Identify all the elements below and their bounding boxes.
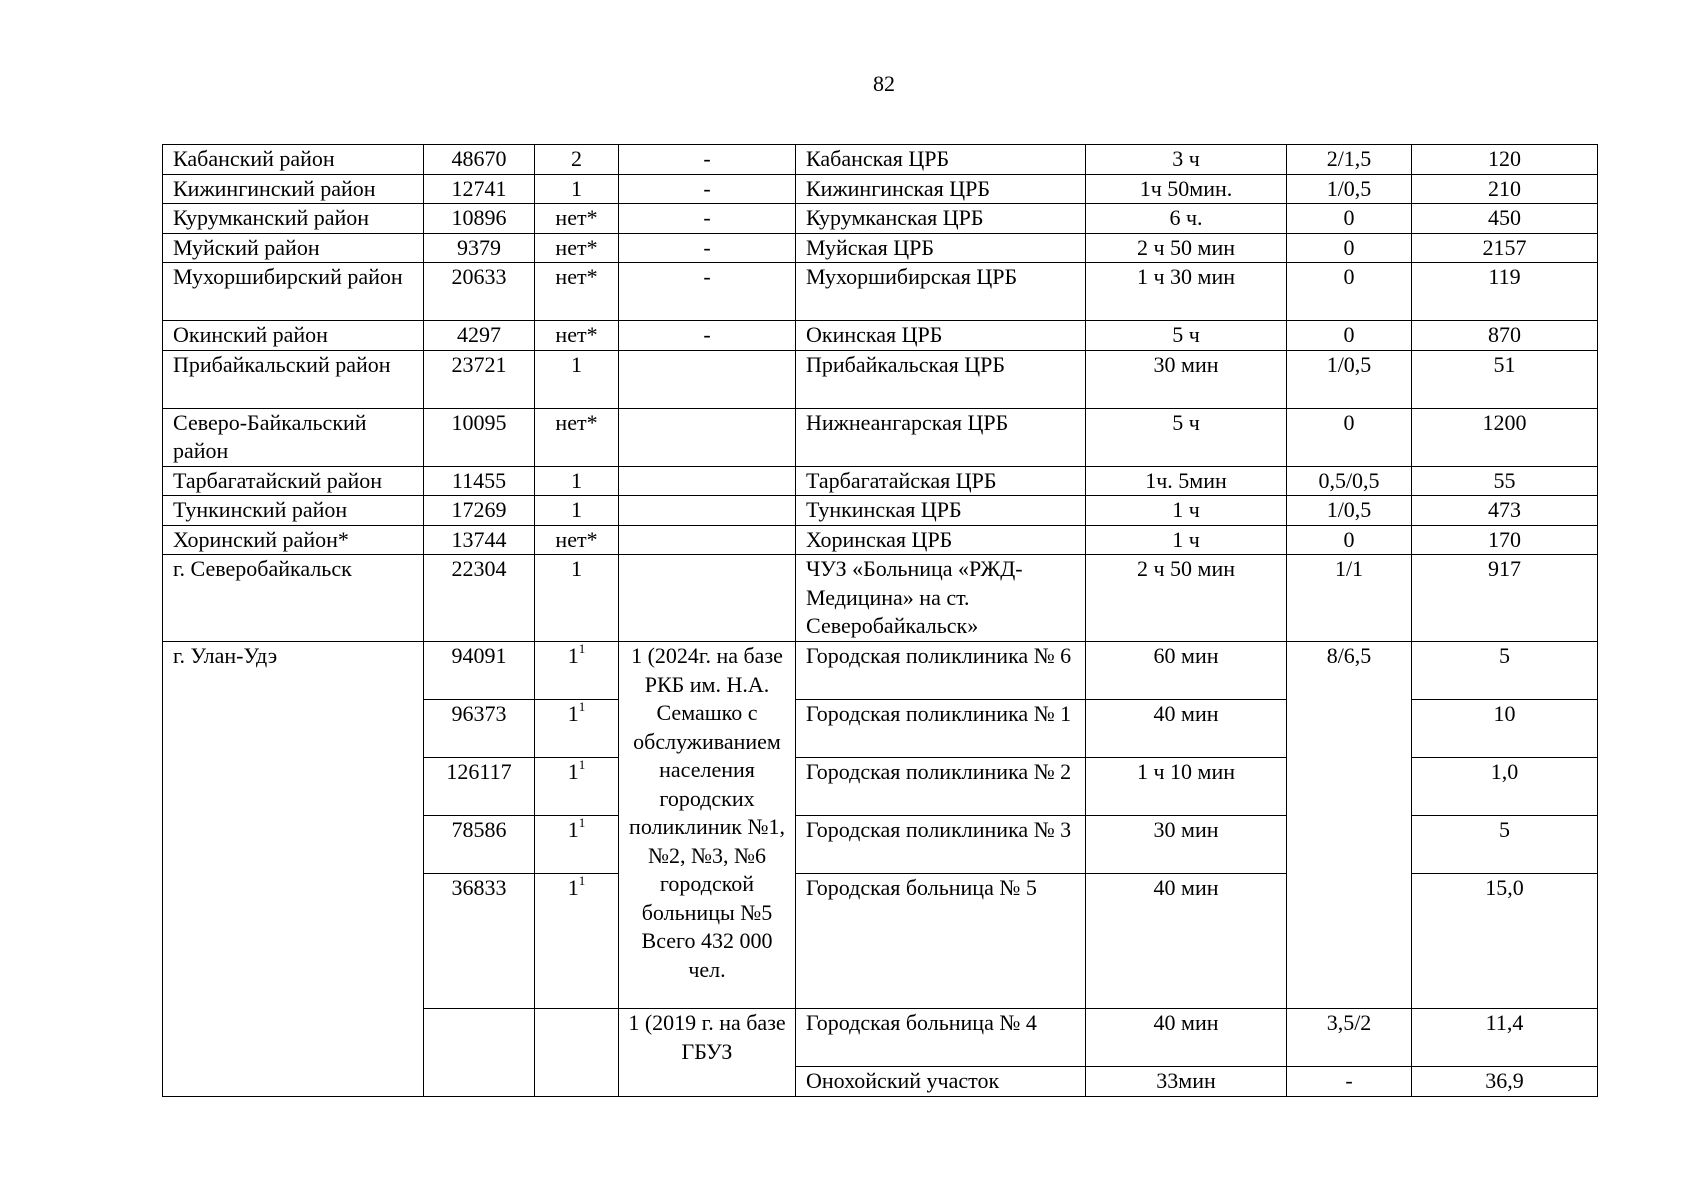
center-cell xyxy=(619,466,796,496)
ratio-cell: 3,5/2 xyxy=(1287,1009,1412,1067)
count-cell: 1 xyxy=(535,466,619,496)
district-cell: г. Улан-Удэ xyxy=(163,642,424,1097)
facility-cell: Окинская ЦРБ xyxy=(796,321,1086,351)
count-cell: нет* xyxy=(535,525,619,555)
ratio-cell: 1/0,5 xyxy=(1287,174,1412,204)
ratio-cell: 1/1 xyxy=(1287,555,1412,642)
facility-cell: Городская поликлиника № 1 xyxy=(796,700,1086,758)
count-value: 1 xyxy=(567,875,579,900)
distance-cell: 2157 xyxy=(1412,233,1598,263)
footnote-mark: 1 xyxy=(578,699,586,714)
facility-cell: Городская больница № 4 xyxy=(796,1009,1086,1067)
distance-cell: 450 xyxy=(1412,204,1598,234)
time-cell: 60 мин xyxy=(1086,642,1287,700)
time-cell: 40 мин xyxy=(1086,1009,1287,1067)
facility-cell: Тарбагатайская ЦРБ xyxy=(796,466,1086,496)
population-cell: 94091 xyxy=(424,642,535,700)
facility-cell: Муйская ЦРБ xyxy=(796,233,1086,263)
count-cell: 2 xyxy=(535,145,619,175)
count-value: 1 xyxy=(567,759,579,784)
time-cell: 1 ч 10 мин xyxy=(1086,758,1287,816)
center-cell xyxy=(619,350,796,408)
table-row xyxy=(163,408,1598,466)
population-cell: 10896 xyxy=(424,204,535,234)
facility-cell: Городская поликлиника № 2 xyxy=(796,758,1086,816)
facility-cell: Тункинская ЦРБ xyxy=(796,496,1086,526)
table-row xyxy=(163,321,1598,351)
ratio-cell: 0 xyxy=(1287,233,1412,263)
district-cell: Окинский район xyxy=(163,321,424,351)
population-cell: 22304 xyxy=(424,555,535,642)
time-cell: 1ч 50мин. xyxy=(1086,174,1287,204)
population-cell: 9379 xyxy=(424,233,535,263)
time-cell: 5 ч xyxy=(1086,408,1287,466)
district-cell: г. Северобайкальск xyxy=(163,555,424,642)
population-cell xyxy=(424,1009,535,1097)
count-value: 1 xyxy=(567,643,579,668)
count-cell: нет* xyxy=(535,263,619,321)
center-cell: - xyxy=(619,174,796,204)
district-cell: Тункинский район xyxy=(163,496,424,526)
time-cell: 1 ч 30 мин xyxy=(1086,263,1287,321)
table-row xyxy=(163,496,1598,526)
population-cell: 11455 xyxy=(424,466,535,496)
center-note-cell: 1 (2019 г. на базе ГБУЗ xyxy=(619,1009,796,1097)
population-cell: 4297 xyxy=(424,321,535,351)
distance-cell: 1200 xyxy=(1412,408,1598,466)
population-cell: 10095 xyxy=(424,408,535,466)
population-cell: 23721 xyxy=(424,350,535,408)
distance-cell: 119 xyxy=(1412,263,1598,321)
table-row xyxy=(163,145,1598,175)
distance-cell: 11,4 xyxy=(1412,1009,1598,1067)
ratio-cell: 1/0,5 xyxy=(1287,350,1412,408)
distance-cell: 36,9 xyxy=(1412,1067,1598,1097)
distance-cell: 5 xyxy=(1412,642,1598,700)
facility-cell: Кабанская ЦРБ xyxy=(796,145,1086,175)
footnote-mark: 1 xyxy=(578,641,586,656)
facility-cell: Мухоршибирская ЦРБ xyxy=(796,263,1086,321)
ratio-cell: 0 xyxy=(1287,525,1412,555)
time-cell: 1 ч xyxy=(1086,525,1287,555)
count-cell: нет* xyxy=(535,233,619,263)
time-cell: 1ч. 5мин xyxy=(1086,466,1287,496)
population-cell: 17269 xyxy=(424,496,535,526)
ratio-cell: 1/0,5 xyxy=(1287,496,1412,526)
center-cell xyxy=(619,496,796,526)
time-cell: 30 мин xyxy=(1086,350,1287,408)
population-cell: 12741 xyxy=(424,174,535,204)
district-cell: Тарбагатайский район xyxy=(163,466,424,496)
ratio-cell: 0 xyxy=(1287,263,1412,321)
population-cell: 96373 xyxy=(424,700,535,758)
district-cell: Мухоршибирский район xyxy=(163,263,424,321)
facility-cell: Городская поликлиника № 6 xyxy=(796,642,1086,700)
time-cell: 2 ч 50 мин xyxy=(1086,555,1287,642)
time-cell: 40 мин xyxy=(1086,700,1287,758)
distance-cell: 51 xyxy=(1412,350,1598,408)
district-cell: Курумканский район xyxy=(163,204,424,234)
count-cell: нет* xyxy=(535,204,619,234)
facility-cell: Курумканская ЦРБ xyxy=(796,204,1086,234)
distance-cell: 55 xyxy=(1412,466,1598,496)
medical-facilities-table xyxy=(162,144,1598,1097)
distance-cell: 1,0 xyxy=(1412,758,1598,816)
district-cell: Кижингинский район xyxy=(163,174,424,204)
facility-cell: Городская поликлиника № 3 xyxy=(796,816,1086,874)
table-row xyxy=(163,642,1598,700)
distance-cell: 210 xyxy=(1412,174,1598,204)
ratio-cell: - xyxy=(1287,1067,1412,1097)
time-cell: 2 ч 50 мин xyxy=(1086,233,1287,263)
ratio-cell: 2/1,5 xyxy=(1287,145,1412,175)
count-cell: 1 xyxy=(535,350,619,408)
table-row xyxy=(163,233,1598,263)
distance-cell: 15,0 xyxy=(1412,874,1598,1009)
time-cell: 3 ч xyxy=(1086,145,1287,175)
center-cell: - xyxy=(619,145,796,175)
table-row xyxy=(163,174,1598,204)
count-cell: нет* xyxy=(535,321,619,351)
center-cell: - xyxy=(619,321,796,351)
population-cell: 13744 xyxy=(424,525,535,555)
count-cell: 1 xyxy=(535,496,619,526)
ratio-cell: 0 xyxy=(1287,204,1412,234)
distance-cell: 120 xyxy=(1412,145,1598,175)
count-cell: 1 xyxy=(535,174,619,204)
ratio-cell: 8/6,5 xyxy=(1287,642,1412,1009)
time-cell: 6 ч. xyxy=(1086,204,1287,234)
table-row xyxy=(163,466,1598,496)
district-cell: Хоринский район* xyxy=(163,525,424,555)
ratio-cell: 0,5/0,5 xyxy=(1287,466,1412,496)
distance-cell: 473 xyxy=(1412,496,1598,526)
distance-cell: 10 xyxy=(1412,700,1598,758)
count-cell xyxy=(535,700,619,758)
distance-cell: 5 xyxy=(1412,816,1598,874)
center-note-cell: 1 (2024г. на базе РКБ им. Н.А. Семашко с обслуживанием населения городских поликлиник №1, №2, №3, №6 городской больницы №5 Всего 432 000 чел. xyxy=(619,642,796,1009)
district-cell: Прибайкальский район xyxy=(163,350,424,408)
distance-cell: 870 xyxy=(1412,321,1598,351)
center-cell: - xyxy=(619,204,796,234)
facility-cell: Кижингинская ЦРБ xyxy=(796,174,1086,204)
table-row xyxy=(163,555,1598,642)
count-cell: нет* xyxy=(535,408,619,466)
district-cell: Северо-Байкальский район xyxy=(163,408,424,466)
facility-cell: Онохойский участок xyxy=(796,1067,1086,1097)
facility-cell: ЧУЗ «Больница «РЖД-Медицина» на ст. Северобайкальск» xyxy=(796,555,1086,642)
center-cell xyxy=(619,525,796,555)
facility-cell: Хоринская ЦРБ xyxy=(796,525,1086,555)
time-cell: 30 мин xyxy=(1086,816,1287,874)
facility-cell: Городская больница № 5 xyxy=(796,874,1086,1009)
center-cell: - xyxy=(619,233,796,263)
table-row xyxy=(163,350,1598,408)
count-cell xyxy=(535,874,619,1009)
count-value: 1 xyxy=(567,701,579,726)
population-cell: 126117 xyxy=(424,758,535,816)
time-cell: 5 ч xyxy=(1086,321,1287,351)
footnote-mark: 1 xyxy=(578,815,586,830)
count-cell xyxy=(535,1009,619,1097)
district-cell: Кабанский район xyxy=(163,145,424,175)
population-cell: 36833 xyxy=(424,874,535,1009)
center-cell xyxy=(619,555,796,642)
population-cell: 48670 xyxy=(424,145,535,175)
population-cell: 78586 xyxy=(424,816,535,874)
count-cell xyxy=(535,758,619,816)
center-cell xyxy=(619,408,796,466)
time-cell: 40 мин xyxy=(1086,874,1287,1009)
table-row xyxy=(163,204,1598,234)
count-cell xyxy=(535,816,619,874)
district-cell: Муйский район xyxy=(163,233,424,263)
table-row xyxy=(163,263,1598,321)
population-cell: 20633 xyxy=(424,263,535,321)
facility-cell: Прибайкальская ЦРБ xyxy=(796,350,1086,408)
ratio-cell: 0 xyxy=(1287,408,1412,466)
distance-cell: 170 xyxy=(1412,525,1598,555)
count-cell xyxy=(535,642,619,700)
page-number: 82 xyxy=(873,71,895,96)
table-row xyxy=(163,525,1598,555)
ratio-cell: 0 xyxy=(1287,321,1412,351)
footnote-mark: 1 xyxy=(578,757,586,772)
facility-cell: Нижнеангарская ЦРБ xyxy=(796,408,1086,466)
count-value: 1 xyxy=(567,817,579,842)
count-cell: 1 xyxy=(535,555,619,642)
center-cell: - xyxy=(619,263,796,321)
time-cell: 33мин xyxy=(1086,1067,1287,1097)
distance-cell: 917 xyxy=(1412,555,1598,642)
footnote-mark: 1 xyxy=(578,873,586,888)
time-cell: 1 ч xyxy=(1086,496,1287,526)
